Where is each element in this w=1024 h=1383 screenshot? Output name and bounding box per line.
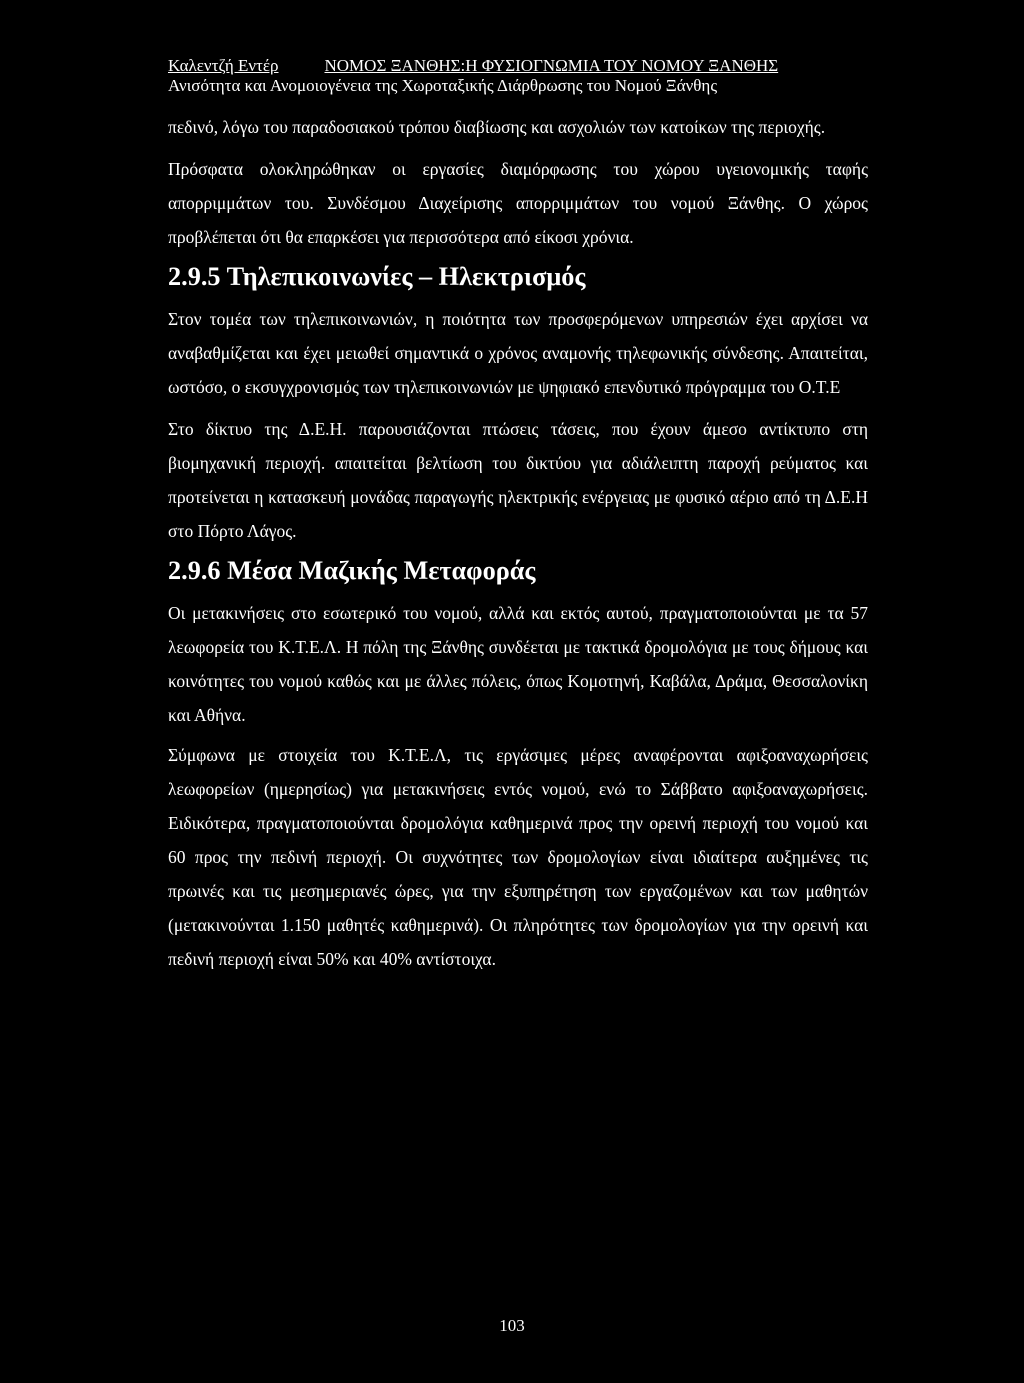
header-author: Καλεντζή Εντέρ bbox=[168, 56, 279, 75]
section-heading: 2.9.5 Τηλεπικοινωνίες – Ηλεκτρισμός bbox=[168, 262, 586, 291]
header-title: ΝΟΜΟΣ ΞΑΝΘΗΣ:Η ΦΥΣΙΟΓΝΩΜΙΑ ΤΟΥ ΝΟΜΟΥ ΞΑΝΘΗΣ bbox=[324, 56, 779, 75]
running-header bbox=[168, 56, 868, 96]
paragraph: Οι μετακινήσεις στο εσωτερικό του νομού, αλλά και εκτός αυτού, πραγματοποιούνται με τα 57 λεωφορεία του Κ.Τ.Ε.Λ. Η πόλη της Ξάνθης συνδέεται με τακτικά δρομολόγια με τους δήμους και κοινότητες του νομού καθώς και με άλλες πόλεις, όπως Κομοτηνή, Καβάλα, Δράμα, Θεσσαλονίκη και Αθήνα. bbox=[168, 603, 868, 725]
paragraph: πεδινό, λόγω του παραδοσιακού τρόπου διαβίωσης και ασχολιών των κατοίκων της περιοχής. bbox=[168, 117, 826, 137]
page-number: 103 bbox=[499, 1316, 525, 1335]
header-subtitle: Ανισότητα και Ανομοιογένεια της Χωροταξικής Διάρθρωσης του Νομού Ξάνθης bbox=[168, 76, 718, 95]
paragraph: Σύμφωνα με στοιχεία του Κ.Τ.Ε.Λ, τις εργάσιμες μέρες αναφέρονται αφιξοαναχωρήσεις λεωφορείων (ημερησίως) για μετακινήσεις εντός νομού, ενώ το Σάββατο αφιξοαναχωρήσεις. Ειδικότερα, πραγματοποιούνται δρομολόγια καθημερινά προς την ορεινή περιοχή του νομού και 60 προς την πεδινή περιοχή. Οι συχνότητες των δρομολογίων είναι ιδιαίτερα αυξημένες τις πρωινές και τις μεσημεριανές ώρες, για την εξυπηρέτηση των εργαζομένων και των μαθητών (μετακινούνται 1.150 μαθητές καθημερινά). Οι πληρότητες των δρομολογίων για την ορεινή και πεδινή περιοχή είναι 50% και 40% αντίστοιχα. bbox=[168, 745, 868, 969]
paragraph: Στο δίκτυο της Δ.Ε.Η. παρουσιάζονται πτώσεις τάσεις, που έχουν άμεσο αντίκτυπο στη βιομηχανική περιοχή. απαιτείται βελτίωση του δικτύου για αδιάλειπτη παροχή ρεύματος και προτείνεται η κατασκευή μονάδας παραγωγής ηλεκτρικής ενέργειας με φυσικό αέριο από τη Δ.Ε.Η στο Πόρτο Λάγος. bbox=[168, 419, 868, 541]
paragraph: Στον τομέα των τηλεπικοινωνιών, η ποιότητα των προσφερόμενων υπηρεσιών έχει αρχίσει να αναβαθμίζεται και έχει μειωθεί σημαντικά ο χρόνος αναμονής τηλεφωνικής σύνδεσης. Απαιτείται, ωστόσο, ο εκσυγχρονισμός των τηλεπικοινωνιών με ψηφιακό επενδυτικό πρόγραμμα του Ο.Τ.Ε bbox=[168, 309, 868, 397]
section-heading: 2.9.6 Μέσα Μαζικής Μεταφοράς bbox=[168, 556, 536, 585]
header-row bbox=[168, 56, 868, 76]
paragraph: Πρόσφατα ολοκληρώθηκαν οι εργασίες διαμόρφωσης του χώρου υγειονομικής ταφής απορριμμάτων του. Συνδέσμου Διαχείρισης απορριμμάτων του νομού Ξάνθης. Ο χώρος προβλέπεται ότι θα επαρκέσει για περισσότερα από είκοσι χρόνια. bbox=[168, 159, 868, 247]
page-body bbox=[168, 110, 868, 976]
